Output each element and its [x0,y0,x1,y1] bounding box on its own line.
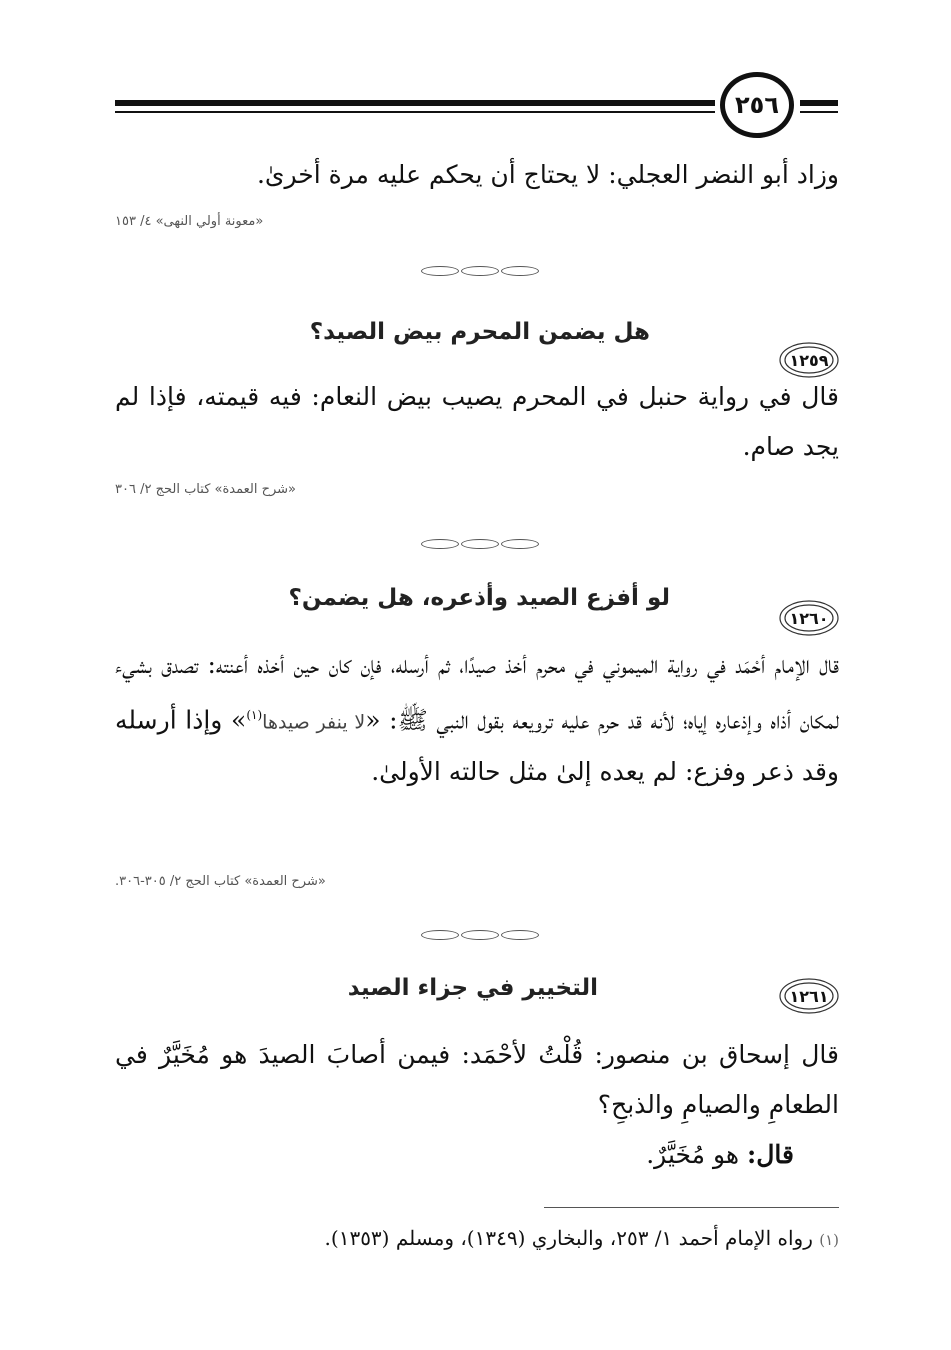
header-rule-tail-thin [800,111,838,113]
source-citation: «معونة أولي النهى» ٤/ ١٥٣ [115,214,264,229]
page-number: ٢٥٦ [720,72,794,138]
source-citation: «شرح العمدة» كتاب الحج ٢/ ٣٠٦ [115,482,297,497]
entry-number-badge: ١٢٦١ [778,976,840,1016]
header-rule [115,100,715,106]
source-citation: «شرح العمدة» كتاب الحج ٢/ ٣٠٥-٣٠٦. [115,874,326,889]
entry-number-badge: ١٢٥٩ [778,340,840,380]
entry-number-badge: ١٢٦٠ [778,598,840,638]
ornament-divider [400,266,560,276]
entry-title: لو أفزع الصيد وأذعره، هل يضمن؟ [288,585,670,611]
footnote-ref: (١) [246,708,263,722]
header-rule-tail [800,100,838,106]
footnote-rule [544,1207,839,1208]
entry-paragraph: قال إسحاق بن منصور: قُلْتُ لأحْمَد: فيمن أصابَ الصيدَ هو مُخَيَّرٌ في الطعامِ والصيامِ والذبحِ؟ [115,1040,839,1119]
intro-paragraph: وزاد أبو النضر العجلي: لا يحتاج أن يحكم عليه مرة أخرىٰ. [256,160,839,189]
ornament-divider [400,539,560,549]
header-rule-thin [115,111,715,113]
footnote-marker: (١) [819,1231,839,1249]
hadith-quote: لا ينفر صيدها [262,711,366,734]
footnote: (١) رواه الإمام أحمد ١/ ٢٥٣، والبخاري (١٣٤٩)، ومسلم (١٣٥٣). [324,1226,839,1250]
entry-paragraph: قال في رواية حنبل في المحرم يصيب بيض النعام: فيه قيمته، فإذا لم يجد صام. [115,382,839,461]
ornament-divider [400,930,560,940]
entry-title: التخيير في جزاء الصيد [347,975,598,1001]
entry-paragraph: قال الإمام أحْمَد في رواية الميموني في محرم أخذ صيدًا، ثم أرسله، فإن كان حين أخذه أعنته: تصدق بشيء لمكان أذاه وإذعاره إياه؛ لأنه قد حرم عليه ترويعه بقول النبي ﷺ: «لا ينفر صيدها$^{(١)}$» وإذا أرسله وقد ذعر وفزع: لم يعده إلىٰ مثل حالته الأولىٰ. [115,650,839,787]
entry-answer: قال: هو مُخَيَّرٌ. [646,1140,794,1169]
entry-title: هل يضمن المحرم بيض الصيد؟ [309,319,650,345]
